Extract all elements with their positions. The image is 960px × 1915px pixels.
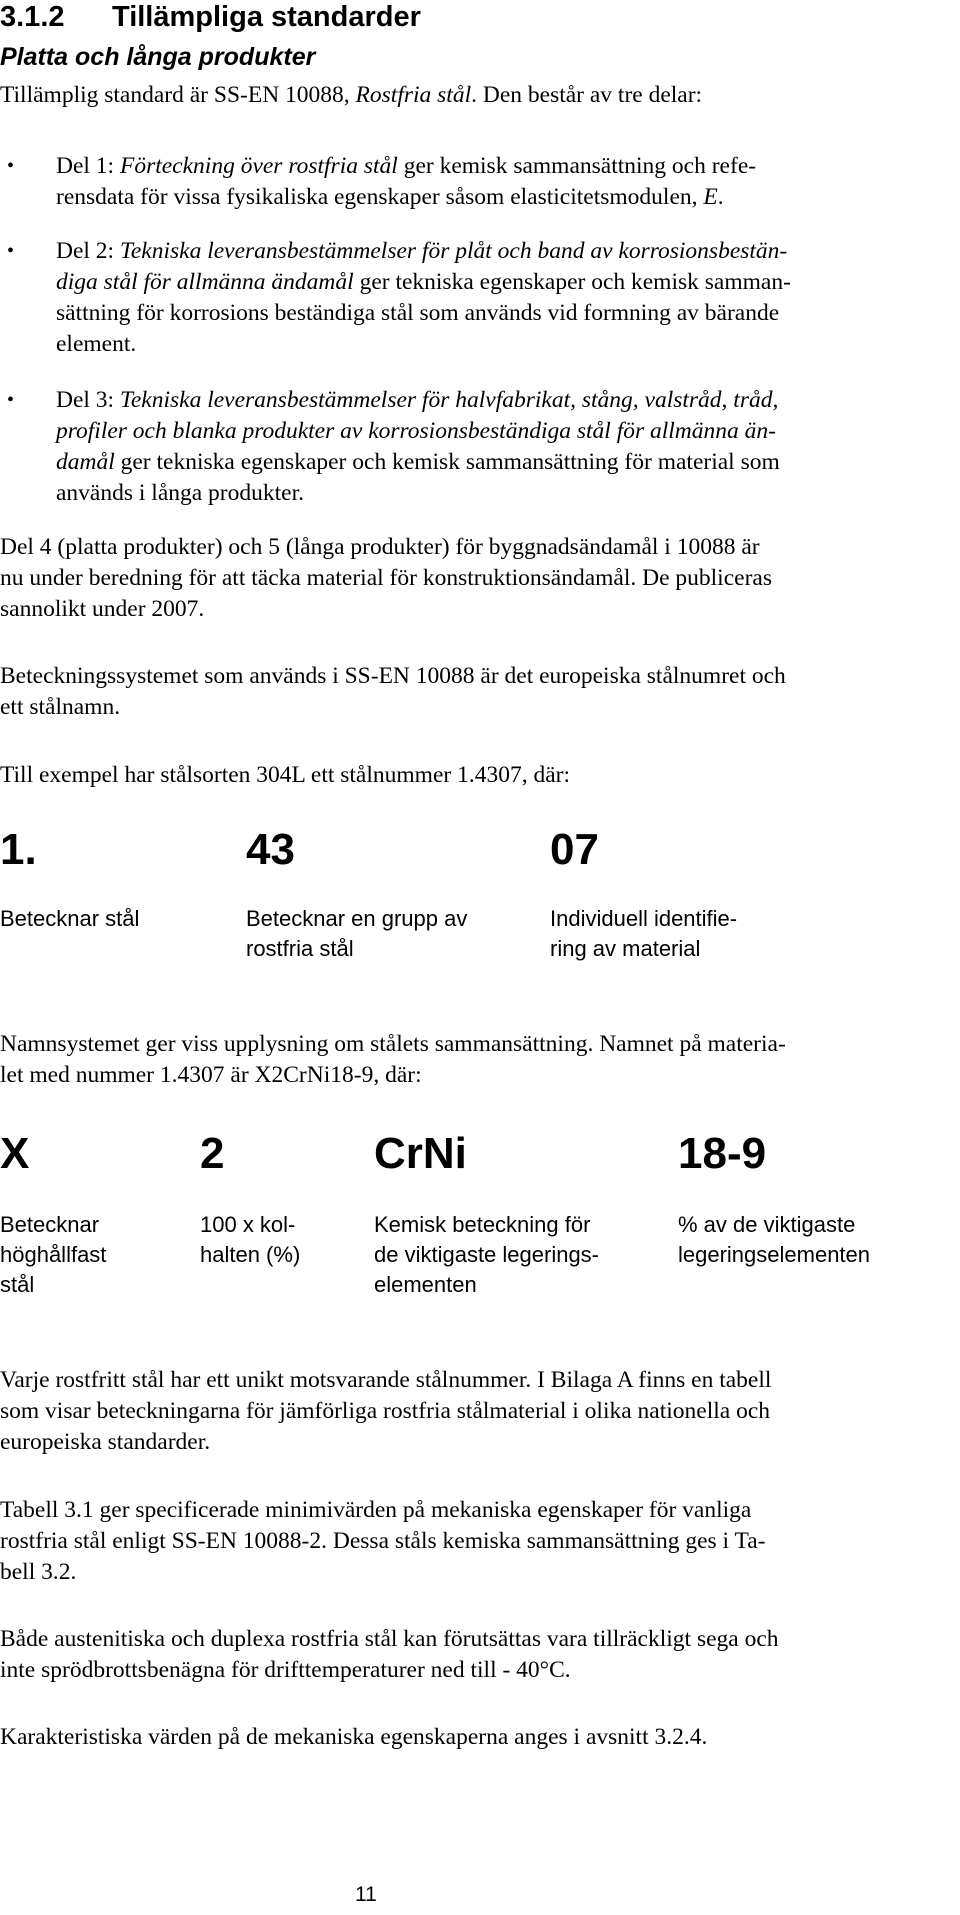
bullet-line: Del 1: Förteckning över rostfria stål ger kemisk sammansättning och refe- bbox=[56, 153, 757, 179]
page-number: 11 bbox=[355, 1883, 377, 1906]
number-part-label: Betecknar stål bbox=[0, 906, 140, 931]
number-part-code: 1. bbox=[0, 825, 37, 874]
bullet-line: Del 3: Tekniska leveransbestämmelser för halvfabrikat, stång, valstråd, tråd, bbox=[56, 387, 779, 413]
name-part-code: 18-9 bbox=[678, 1129, 767, 1178]
bullet-marker: • bbox=[7, 389, 15, 411]
bullet-del1 bbox=[56, 151, 955, 213]
section-number: 3.1.2 bbox=[0, 1, 65, 33]
bullet-marker: • bbox=[7, 155, 15, 177]
paragraph-beteckningssystem: Beteckningssystemet som används i SS-EN 10088 är det europeiska stålnumret och ett stålnamn. bbox=[0, 663, 786, 720]
paragraph-unikt-stalnummer: Varje rostfritt stål har ett unikt motsvarande stålnummer. I Bilaga A finns en tabell som visar beteckningarna för jämförliga rostfria stålmaterial i olika nationella och europeiska standarder. bbox=[0, 1367, 772, 1455]
name-part-code: 2 bbox=[200, 1129, 225, 1178]
subsection-heading: Platta och långa produkter bbox=[0, 43, 316, 71]
bullet-line: Del 2: Tekniska leveransbestämmelser för plåt och band av korrosionsbestän- bbox=[56, 238, 788, 264]
name-part-label: % av de viktigaste legeringselementen bbox=[678, 1212, 871, 1267]
intro-paragraph: Tillämplig standard är SS-EN 10088, Rostfria stål. Den består av tre delar: bbox=[0, 82, 703, 108]
bullet-marker: • bbox=[7, 240, 15, 262]
section-heading bbox=[0, 0, 421, 34]
bullet-line: rensdata för vissa fysikaliska egenskaper såsom elasticitetsmodulen, E. bbox=[56, 184, 724, 210]
paragraph-del4: Del 4 (platta produkter) och 5 (långa produkter) för byggnadsändamål i 10088 är nu under beredning för att täcka material för konstruktionsändamål. De publiceras sannolikt under 2007. bbox=[0, 534, 772, 622]
paragraph-seghet: Både austenitiska och duplexa rostfria stål kan förutsättas vara tillräckligt sega och inte sprödbrottsbenägna för drifttemperaturer ned till - 40°C. bbox=[0, 1626, 779, 1683]
name-part-label: 100 x kol- halten (%) bbox=[200, 1212, 301, 1267]
paragraph-exempel: Till exempel har stålsorten 304L ett stålnummer 1.4307, där: bbox=[0, 762, 570, 788]
number-part-label: Betecknar en grupp av rostfria stål bbox=[246, 906, 468, 961]
name-part-label: Kemisk beteckning för de viktigaste legerings- elementen bbox=[374, 1212, 600, 1297]
name-part-code: X bbox=[0, 1129, 30, 1178]
bullet-line: profiler och blanka produkter av korrosionsbeständiga stål för allmänna än- bbox=[56, 418, 776, 444]
number-part-code: 43 bbox=[246, 825, 295, 874]
bullet-line: element. bbox=[56, 331, 137, 357]
number-part-code: 07 bbox=[550, 825, 599, 874]
bullet-line: damål ger tekniska egenskaper och kemisk sammansättning för material som bbox=[56, 449, 780, 475]
paragraph-tabell: Tabell 3.1 ger specificerade minimivärden på mekaniska egenskaper för vanliga rostfria stål enligt SS-EN 10088-2. Dessa ståls kemiska sammansättning ges i Ta- bell 3.2. bbox=[0, 1497, 766, 1585]
name-part-code: CrNi bbox=[374, 1129, 467, 1178]
bullet-del3 bbox=[56, 385, 955, 509]
name-part-label: Betecknar höghållfast stål bbox=[0, 1212, 107, 1297]
number-part-label: Individuell identifie- ring av material bbox=[550, 906, 738, 961]
bullet-line: diga stål för allmänna ändamål ger tekniska egenskaper och kemisk samman- bbox=[56, 269, 791, 295]
bullet-del2 bbox=[56, 236, 955, 360]
paragraph-karakteristiska-varden: Karakteristiska värden på de mekaniska egenskaperna anges i avsnitt 3.2.4. bbox=[0, 1724, 708, 1750]
paragraph-namnsystem: Namnsystemet ger viss upplysning om stålets sammansättning. Namnet på materia- let med nummer 1.4307 är X2CrNi18-9, där: bbox=[0, 1031, 786, 1088]
bullet-line: används i långa produkter. bbox=[56, 480, 304, 506]
section-title: Tillämpliga standarder bbox=[112, 1, 421, 33]
bullet-line: sättning för korrosions beständiga stål som används vid formning av bärande bbox=[56, 300, 780, 326]
